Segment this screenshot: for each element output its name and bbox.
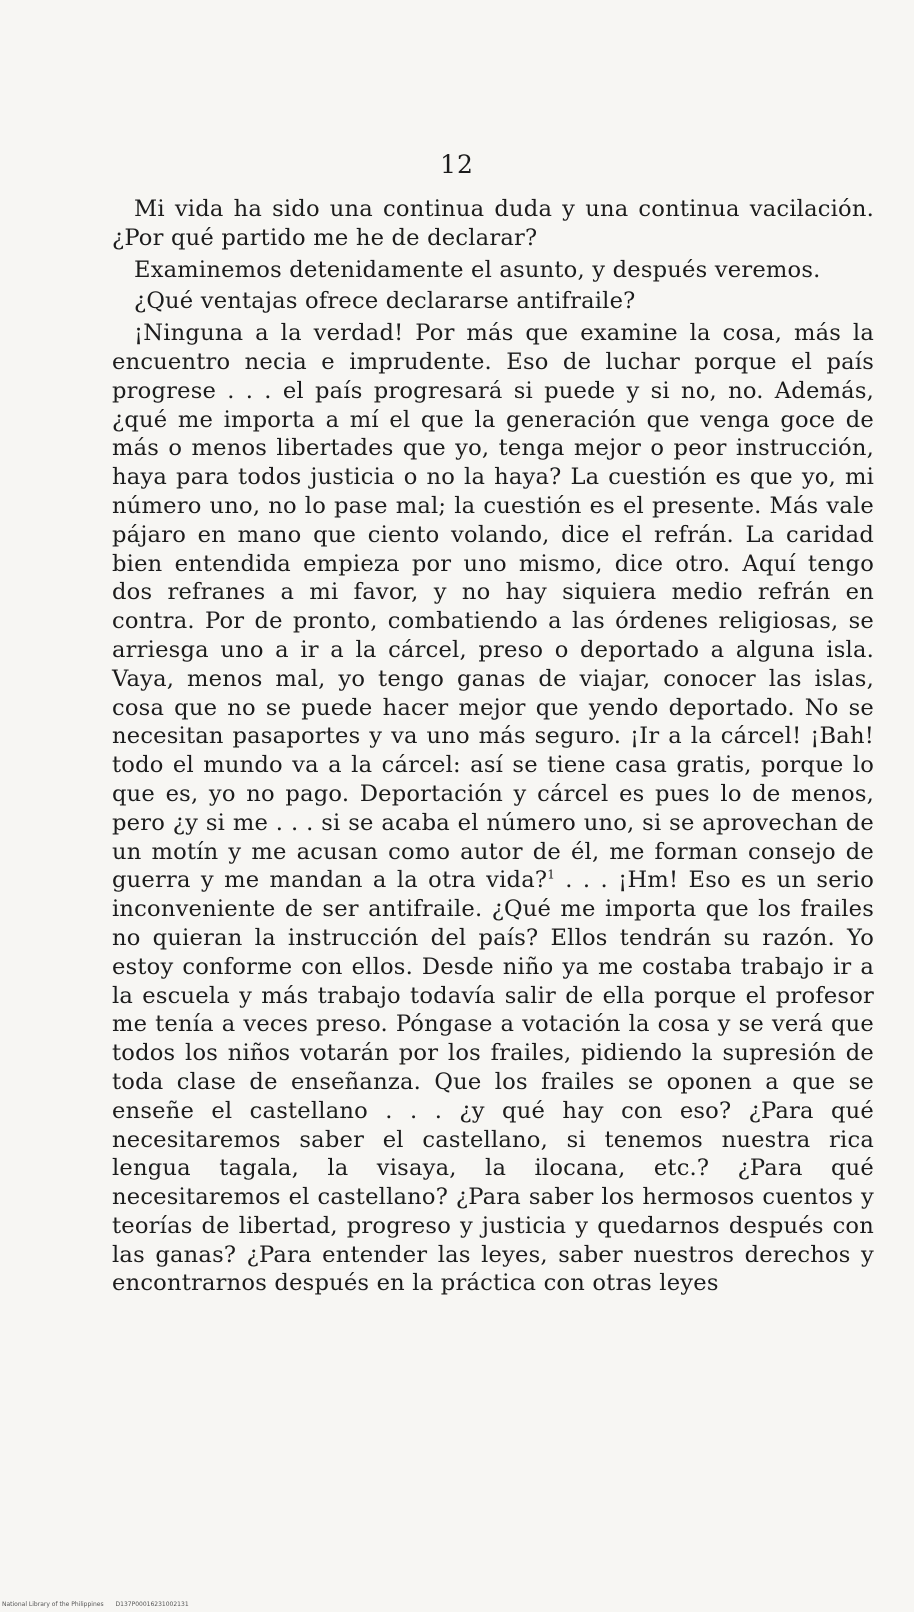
paragraph: Mi vida ha sido una continua duda y una continua vacilación. ¿Por qué partido me he de declarar? xyxy=(112,196,874,251)
paragraph: ¿Qué ventajas ofrece declararse antifraile? xyxy=(134,288,636,315)
library-credit: National Library of the Philippines xyxy=(2,1601,104,1608)
paragraph-text-continued: . . . ¡Hm! Eso es un serio inconveniente de ser antifraile. ¿Qué me importa que los frailes no quieran la instrucción del país? Ellos tendrán su razón. Yo estoy conforme con ellos. Desde niño ya me costaba trabajo ir a la escuela y más trabajo todavía salir de ella porque el profesor me tenía a veces preso. Póngase a votación la cosa y se verá que todos los niños votarán por los frailes, pidiendo la supresión de toda clase de enseñanza. Que los frailes se oponen a que se enseñe el castellano . . . ¿y qué hay con eso? ¿Para qué necesitaremos saber el castellano, si tenemos nuestra rica lengua tagala, la visaya, la ilocana, etc.? ¿Para qué necesitaremos el castellano? ¿Para saber los hermosos cuentos y teorías de libertad, progreso y justicia y quedarnos después con las ganas? ¿Para entender las leyes, saber nuestros derechos y encontrarnos después en la práctica con otras leyes xyxy=(112,867,874,1297)
paragraph: Examinemos detenidamente el asunto, y después veremos. xyxy=(134,256,821,283)
scan-footer xyxy=(2,1601,199,1608)
footnote-marker: 1 xyxy=(547,867,556,882)
scan-code: D137P00016231002131 xyxy=(115,1601,189,1608)
paragraph xyxy=(112,319,874,1298)
body-text xyxy=(112,195,874,1298)
paragraph-text: ¡Ninguna a la verdad! Por más que examine la cosa, más la encuentro necia e imprudente. Eso de luchar porque el país progrese . . . el país progresará si puede y si no, no. Además, ¿qué me importa a mí el que la generación que venga goce de más o menos libertades que yo, tenga mejor o peor instrucción, haya para todos justicia o no la haya? La cuestión es que yo, mi número uno, no lo pase mal; la cuestión es el presente. Más vale pájaro en mano que ciento volando, dice el refrán. La caridad bien entendida empieza por uno mismo, dice otro. Aquí tengo dos refranes a mi favor, y no hay siquiera medio refrán en contra. Por de pronto, combatiendo a las órdenes religiosas, se arriesga uno a ir a la cárcel, preso o deportado a alguna isla. Vaya, menos mal, yo tengo ganas de viajar, conocer las islas, cosa que no se puede hacer mejor que yendo deportado. No se necesitan pasaportes y va uno más seguro. ¡Ir a la cárcel! ¡Bah! todo el mundo va a la cárcel: así se tiene casa gratis, porque lo que es, yo no pago. Deportación y cárcel es pues lo de menos, pero ¿y si me . . . si se acaba el número uno, si se aprovechan de un motín y me acusan como autor de él, me forman consejo de guerra y me mandan a la otra vida? xyxy=(112,320,874,894)
page-number: 12 xyxy=(440,150,474,179)
